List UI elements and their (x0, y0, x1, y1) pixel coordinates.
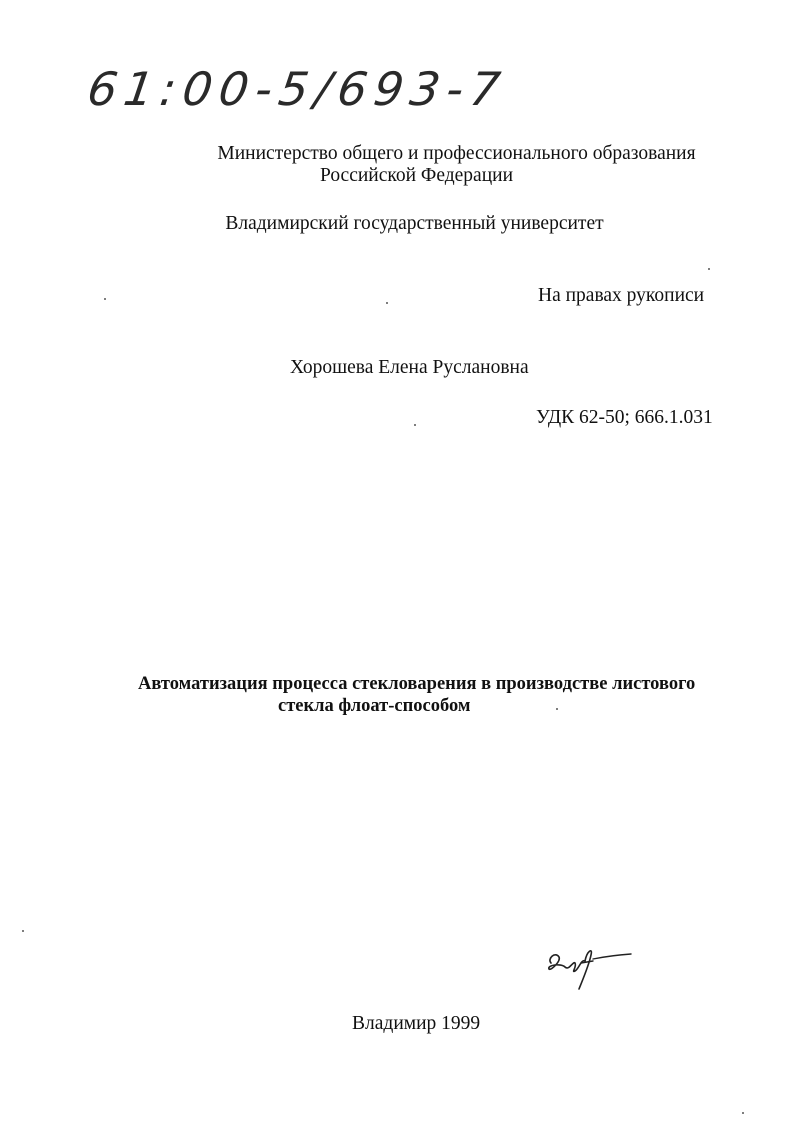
ministry-line-2: Российской Федерации (319, 165, 514, 186)
rights-notice: На правах рукописи (538, 285, 705, 306)
scan-speck (414, 424, 416, 426)
thesis-title-line-2: стекла флоат-способом (278, 696, 471, 716)
university-name: Владимирский государственный университет (225, 213, 604, 234)
scan-speck (708, 268, 710, 270)
thesis-title-line-1: Автоматизация процесса стекловарения в производстве листового (138, 674, 696, 694)
signature-icon (545, 945, 635, 997)
author-name: Хорошева Елена Руслановна (290, 357, 529, 378)
scan-speck (556, 708, 558, 710)
scan-speck (104, 298, 106, 300)
ministry-line-1: Министерство общего и профессионального образования (217, 143, 696, 164)
handwritten-archive-code: 61:00-5/693-7 (84, 62, 511, 116)
scan-speck (386, 302, 388, 304)
udk-code: УДК 62-50; 666.1.031 (536, 407, 713, 428)
city-year: Владимир 1999 (352, 1013, 481, 1034)
scan-speck (742, 1112, 744, 1114)
scan-speck (22, 930, 24, 932)
